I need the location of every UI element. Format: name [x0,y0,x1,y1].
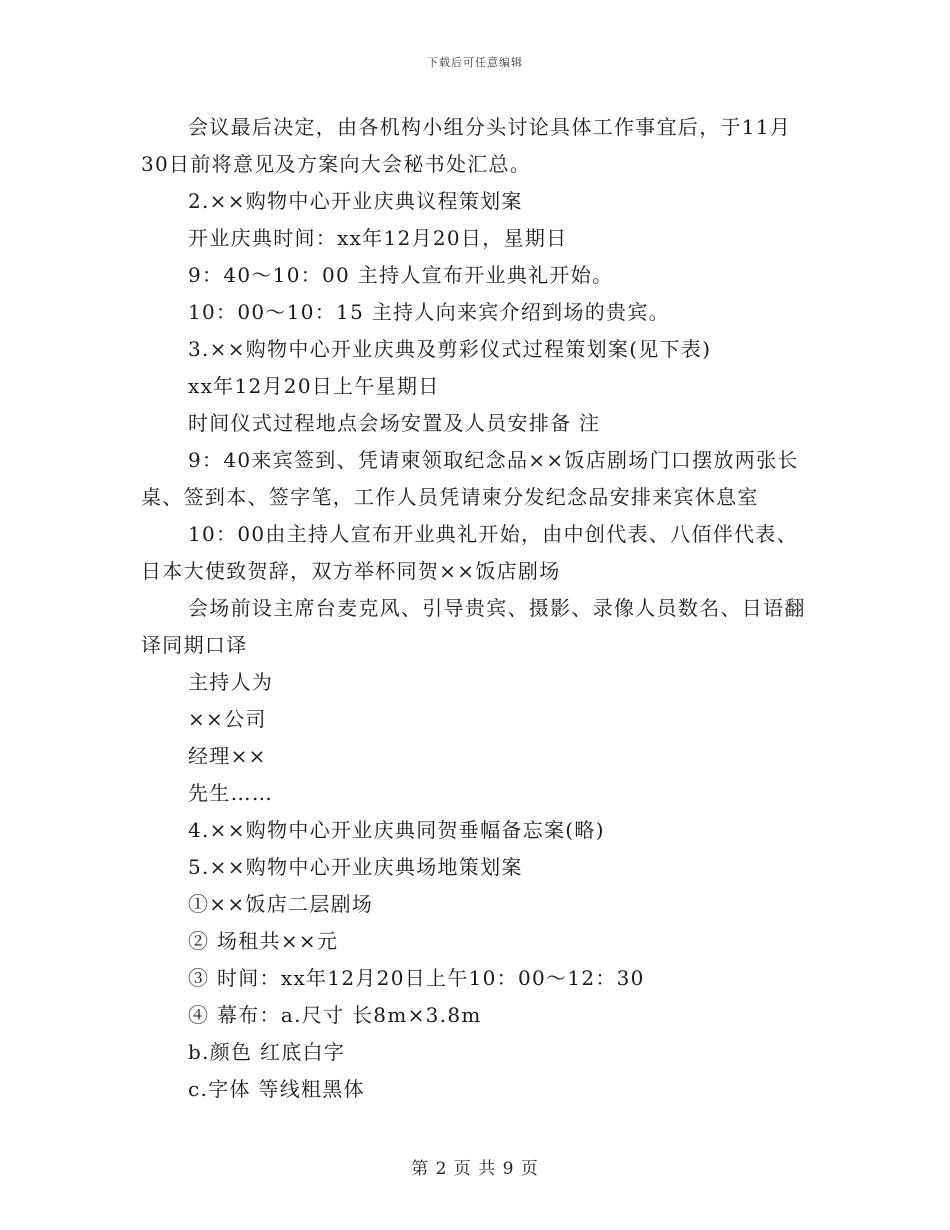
paragraph: 开业庆典时间：xx年12月20日，星期日 [188,226,568,250]
paragraph: ××公司 [188,707,267,731]
list-item: c.字体 等线粗黑体 [188,1077,365,1101]
paragraph: 9：40来宾签到、凭请柬领取纪念品××饭店剧场门口摆放两张长桌、签到本、签字笔，工作人员凭请柬分发纪念品安排来宾休息室 [141,448,799,509]
paragraph: 10：00～10：15 主持人向来宾介绍到场的贵宾。 [188,300,670,324]
paragraph: 会场前设主席台麦克风、引导贵宾、摄影、录像人员数名、日语翻译同期口译 [141,596,806,657]
paragraph: 经理×× [188,744,267,768]
list-item: b.颜色 红底白字 [188,1040,346,1064]
list-item: ③ 时间：xx年12月20日上午10：00～12：30 [188,966,645,990]
page-footer: 第 2 页 共 9 页 [411,1159,539,1179]
section-heading: 4.××购物中心开业庆典同贺垂幅备忘案(略) [188,818,605,842]
page-header: 下载后可任意编辑 [427,56,523,69]
list-item: ④ 幕布：a.尺寸 长8m×3.8m [188,1003,482,1027]
section-heading: 5.××购物中心开业庆典场地策划案 [188,855,523,879]
paragraph: 时间仪式过程地点会场安置及人员安排备 注 [188,411,601,435]
section-heading: 3.××购物中心开业庆典及剪彩仪式过程策划案(见下表) [188,337,712,361]
list-item: ①××饭店二层剧场 [188,892,374,916]
paragraph: 9：40～10：00 主持人宣布开业典礼开始。 [188,263,614,287]
paragraph: 先生…… [188,781,274,805]
section-heading: 2.××购物中心开业庆典议程策划案 [188,189,523,213]
list-item: ② 场租共××元 [188,929,339,953]
paragraph: 会议最后决定，由各机构小组分头讨论具体工作事宜后，于11月30日前将意见及方案向大会秘书处汇总。 [141,115,792,176]
document-body [141,109,811,1108]
paragraph: 10：00由主持人宣布开业典礼开始，由中创代表、八佰伴代表、日本大使致贺辞，双方举杯同贺××饭店剧场 [141,522,798,583]
paragraph: xx年12月20日上午星期日 [188,374,440,398]
paragraph: 主持人为 [188,670,274,694]
